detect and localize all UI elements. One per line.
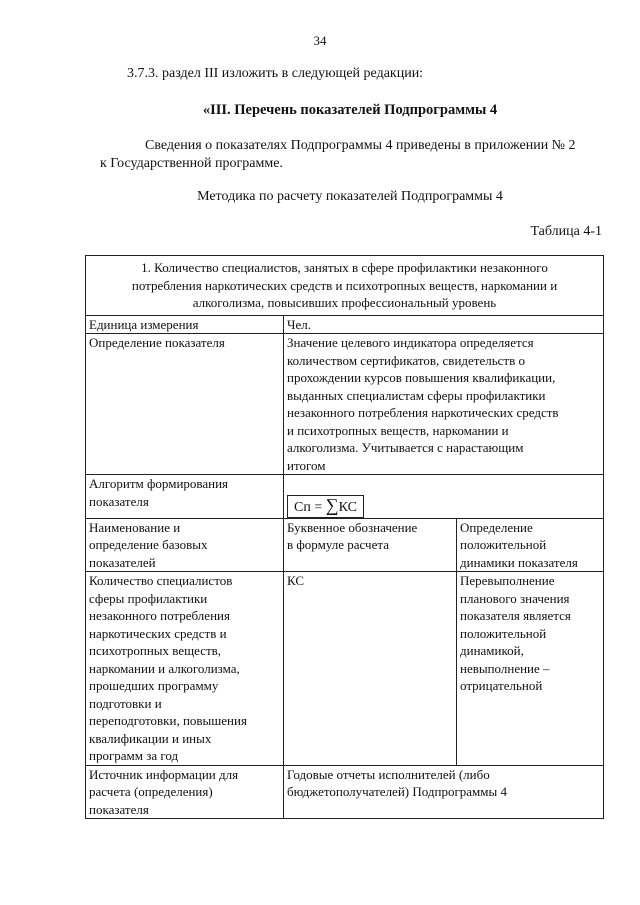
- row-label-base-indicators: Наименование и определение базовых показателей: [86, 518, 284, 572]
- row-label-definition: Определение показателя: [86, 334, 284, 475]
- table-row: [86, 572, 604, 766]
- table-row: [86, 475, 604, 519]
- indicator-title: 1. Количество специалистов, занятых в сфере профилактики незаконного потребления наркотических средств и психотропных веществ, наркомании и алкоголизма, повысивших профессиональный уровень: [86, 256, 604, 316]
- row-value-unit: Чел.: [284, 315, 604, 334]
- table-row: [86, 765, 604, 819]
- table-row: [86, 334, 604, 475]
- row-label-unit: Единица измерения: [86, 315, 284, 334]
- page-number: 34: [313, 33, 327, 48]
- column-header-dynamics: Определение положительной динамики показателя: [457, 518, 604, 572]
- indicator-table: [85, 255, 604, 819]
- column-header-letter: Буквенное обозначение в формуле расчета: [284, 518, 457, 572]
- paragraph-line-1: Сведения о показателях Подпрограммы 4 приведены в приложении № 2: [145, 138, 576, 153]
- base-indicator-dynamics: Перевыполнение планового значения показателя является положительной динамикой, невыполнение – отрицательной: [457, 572, 604, 766]
- paragraph-line-2: к Государственной программе.: [100, 156, 283, 171]
- row-label-algorithm: Алгоритм формирования показателя: [86, 475, 284, 519]
- intro-line: 3.7.3. раздел III изложить в следующей редакции:: [127, 66, 424, 81]
- base-indicator-name: Количество специалистов сферы профилактики незаконного потребления наркотических средств и психотропных веществ, наркомании и алкоголизма, прошедших программу подготовки и переподготовки, повышения квалификации и иных программ за год: [86, 572, 284, 766]
- table-header-row: [86, 256, 604, 316]
- formula: [287, 495, 364, 518]
- table-row: [86, 518, 604, 572]
- base-indicator-letter: КС: [284, 572, 457, 766]
- formula-rhs: КС: [338, 499, 357, 515]
- sum-symbol: ∑: [325, 494, 339, 515]
- table-label: Таблица 4-1: [530, 224, 602, 239]
- formula-lhs: Сп =: [294, 499, 323, 515]
- row-value-algorithm: [284, 475, 604, 519]
- row-value-source: Годовые отчеты исполнителей (либо бюджетополучателей) Подпрограммы 4: [284, 765, 604, 819]
- row-value-definition: Значение целевого индикатора определяется количеством сертификатов, свидетельств о прохождении курсов повышения квалификации, выданных специалистам сферы профилактики незаконного потребления наркотических средств и психотропных веществ, наркомании и алкоголизма. Учитывается с нарастающим итогом: [284, 334, 604, 475]
- section-title: «III. Перечень показателей Подпрограммы 4: [202, 102, 498, 118]
- table-row: [86, 315, 604, 334]
- methodology-title: Методика по расчету показателей Подпрограммы 4: [197, 189, 503, 204]
- row-label-source: Источник информации для расчета (определения) показателя: [86, 765, 284, 819]
